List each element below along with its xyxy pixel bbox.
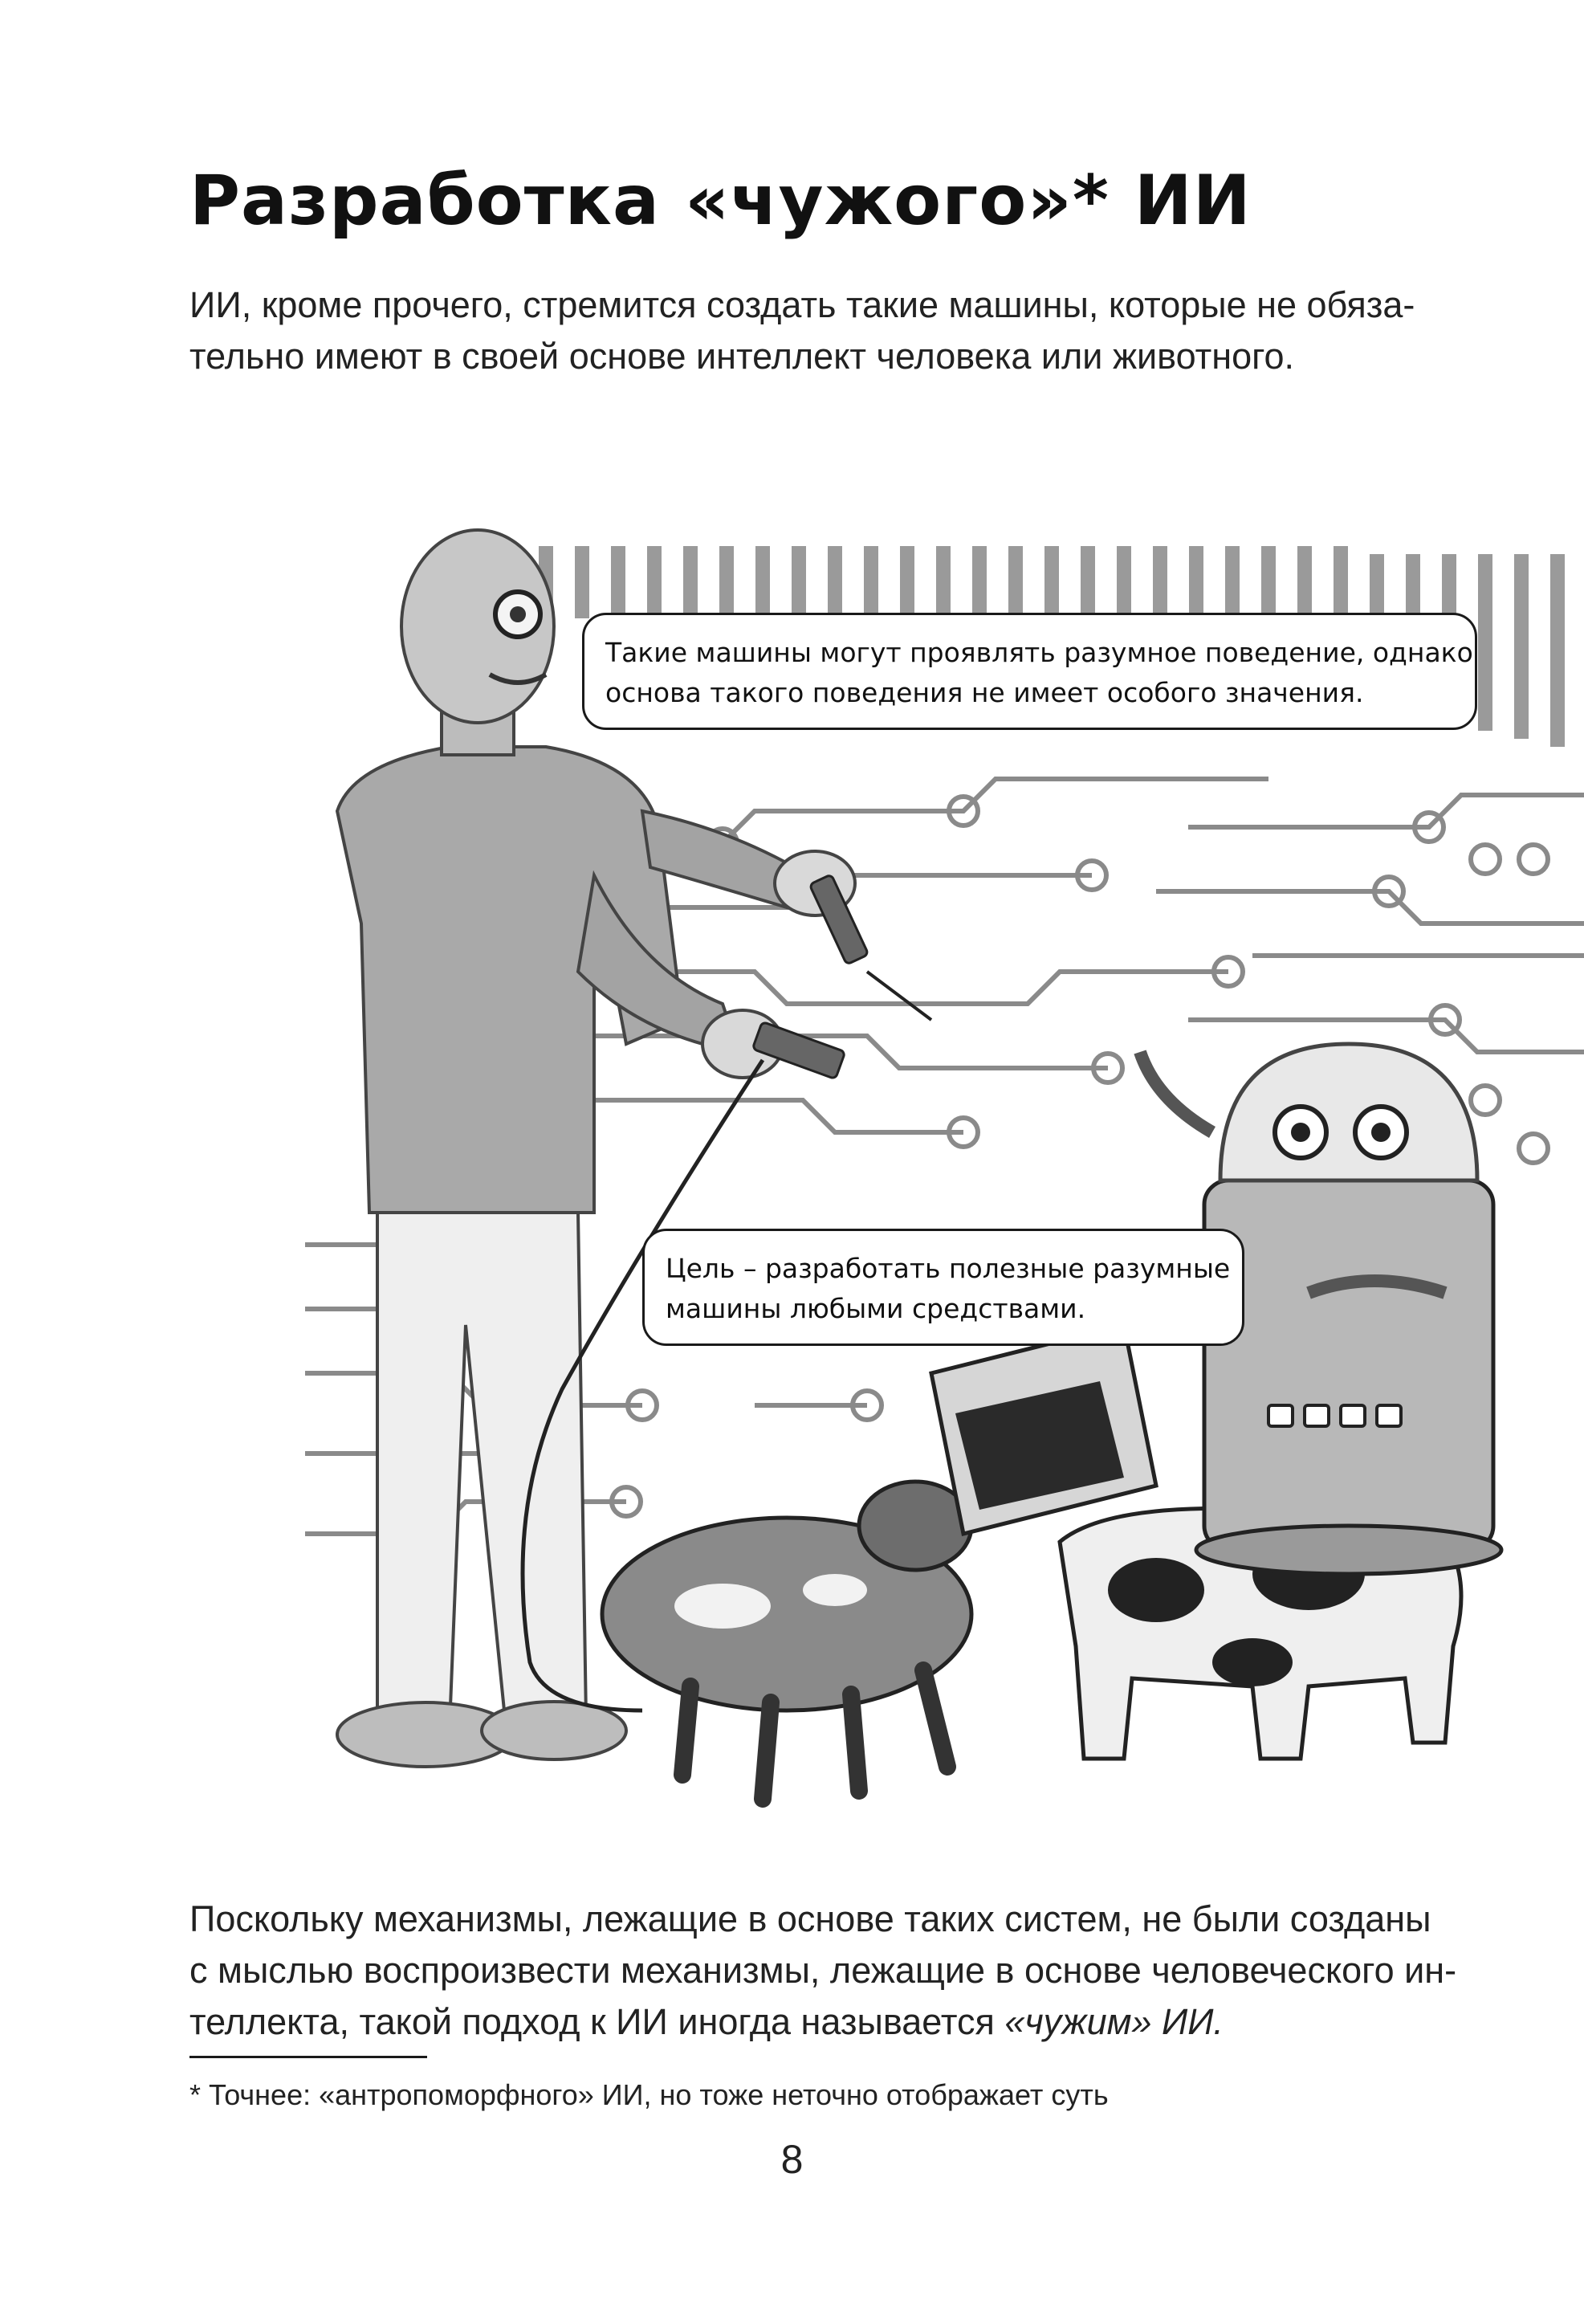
closing-paragraph	[189, 1894, 1457, 2048]
intro-paragraph	[189, 279, 1442, 382]
bubble-line: машины любыми средствами.	[666, 1293, 1086, 1324]
page-title: Разработка «чужого»* ИИ	[189, 161, 1252, 241]
beetle-robot	[602, 1482, 971, 1799]
page-number: 8	[780, 2137, 804, 2182]
speech-bubble-top	[582, 613, 1477, 730]
closing-line: с мыслью воспроизвести механизмы, лежащие в основе человеческого ин-	[189, 1950, 1457, 1991]
footnote: * Точнее: «антропоморфного» ИИ, но тоже неточно отображает суть	[189, 2078, 1109, 2111]
closing-line	[189, 1996, 1442, 2048]
speech-bubble-middle	[642, 1229, 1244, 1346]
intro-line: ИИ, кроме прочего, стремится создать такие машины, которые не обяза-	[189, 284, 1415, 325]
footnote-divider	[189, 2056, 427, 2058]
alien-ai-term: «чужим» ИИ.	[1004, 2001, 1224, 2042]
bubble-line: основа такого поведения не имеет особого значения.	[605, 677, 1364, 708]
bubble-line: Цель – разработать полезные разумные	[666, 1253, 1231, 1284]
closing-line-text: теллекта, такой подход к ИИ иногда называется	[189, 2001, 1005, 2042]
closing-line: Поскольку механизмы, лежащие в основе таких систем, не были созданы	[189, 1898, 1431, 1939]
bubble-line: Такие машины могут проявлять разумное поведение, однако	[605, 637, 1473, 668]
intro-line: тельно имеют в своей основе интеллект человека или животного.	[189, 336, 1295, 377]
